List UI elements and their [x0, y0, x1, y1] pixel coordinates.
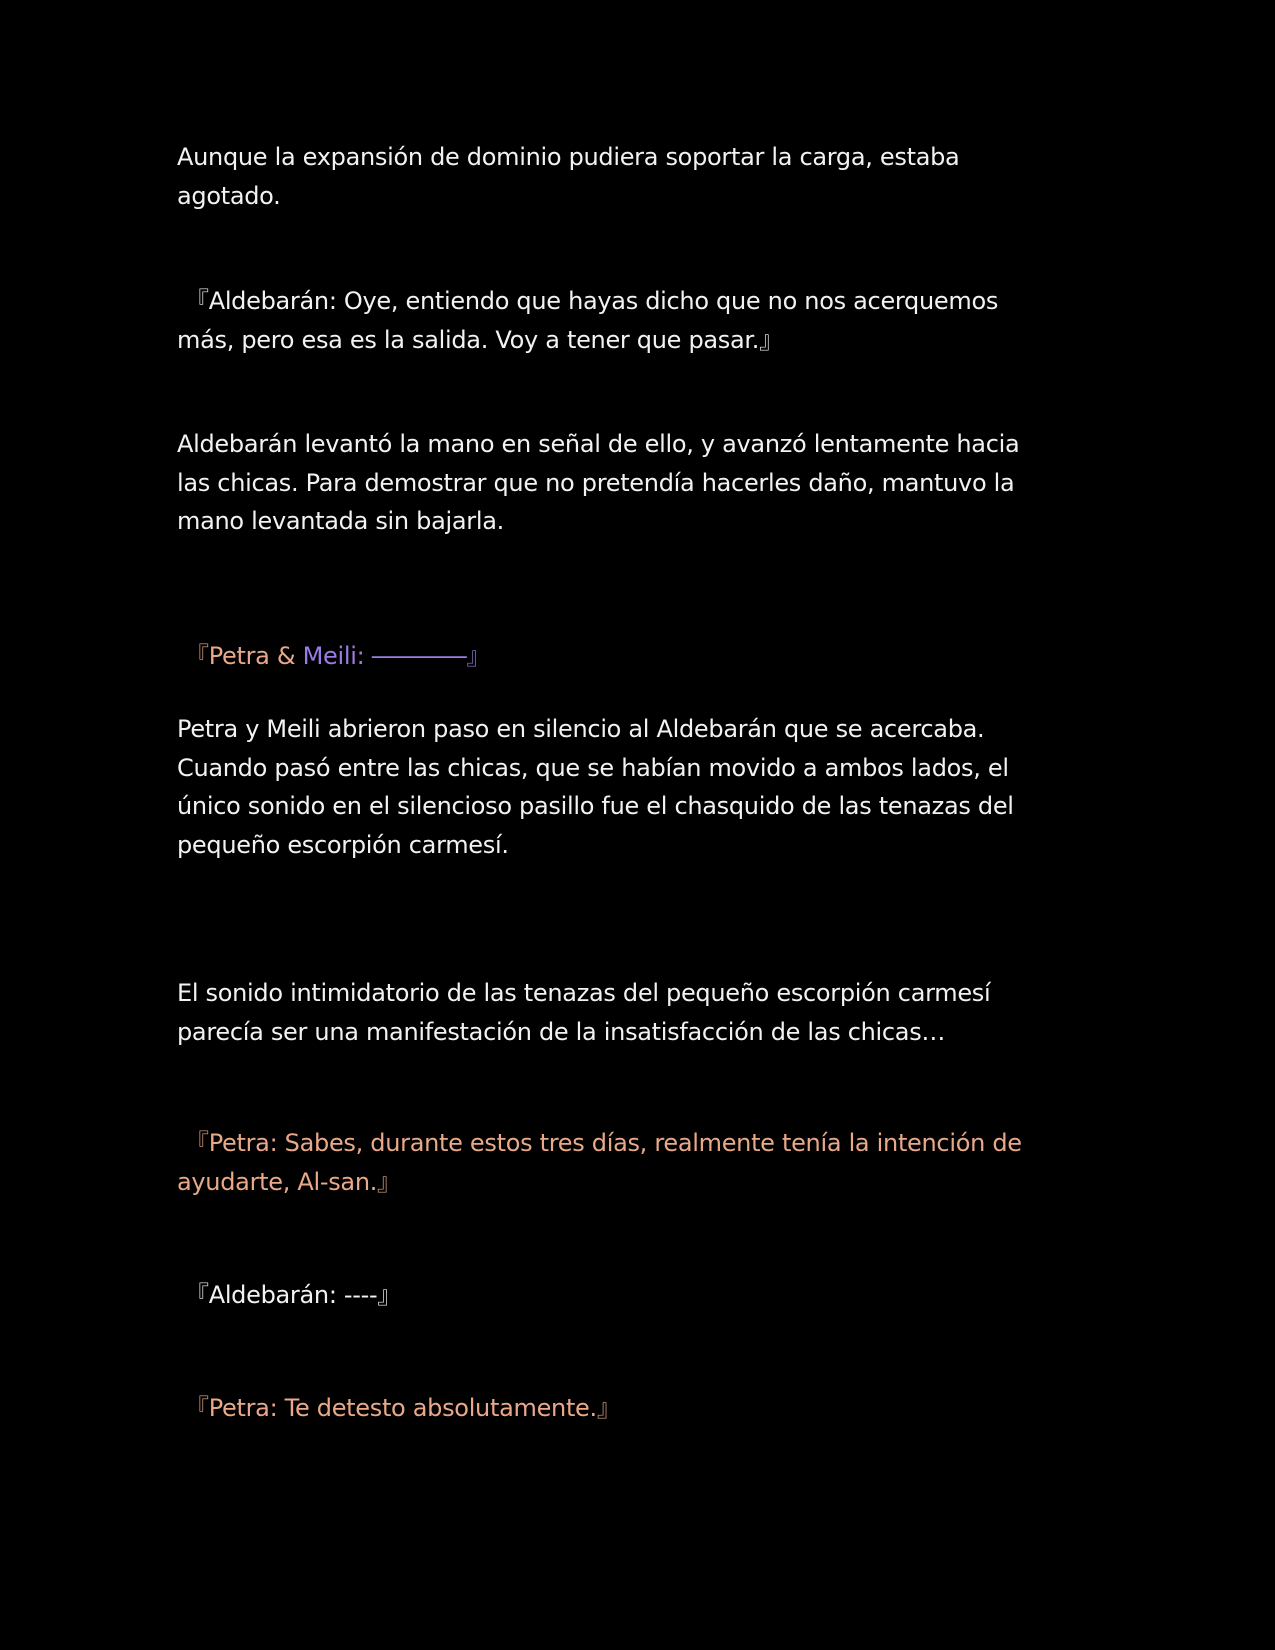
text-line: las chicas. Para demostrar que no pretendía hacerles daño, mantuvo la	[177, 468, 1015, 497]
text-line: Petra y Meili abrieron paso en silencio al Aldebarán que se acercaba.	[177, 715, 985, 743]
text-line: Cuando pasó entre las chicas, que se habían movido a ambos lados, el	[177, 753, 1009, 782]
petra-part: 『Petra &	[185, 642, 303, 670]
dialogue-petra	[177, 1124, 1022, 1201]
meili-part: Meili: ――――』	[302, 642, 491, 670]
dialogue-petra	[177, 1389, 621, 1428]
narration-paragraph	[177, 138, 959, 215]
narration-paragraph	[177, 425, 1019, 541]
dialogue-aldebaran	[177, 282, 998, 359]
text-line: pequeño escorpión carmesí.	[177, 830, 509, 859]
dialogue-aldebaran	[177, 1276, 401, 1315]
text-line: agotado.	[177, 181, 281, 210]
text-line: El sonido intimidatorio de las tenazas del pequeño escorpión carmesí	[177, 979, 991, 1007]
text-line: mano levantada sin bajarla.	[177, 507, 504, 536]
dialogue-petra-meili	[177, 637, 490, 676]
text-line: 『Aldebarán: ----』	[185, 1281, 402, 1309]
document-page	[177, 0, 1097, 1650]
narration-paragraph	[177, 974, 990, 1051]
text-line: Aunque la expansión de dominio pudiera soportar la carga, estaba	[177, 143, 960, 171]
text-line: parecía ser una manifestación de la insatisfacción de las chicas…	[177, 1017, 946, 1046]
narration-paragraph	[177, 710, 1014, 864]
text-line: más, pero esa es la salida. Voy a tener que pasar.』	[177, 325, 783, 354]
text-line: Aldebarán levantó la mano en señal de ello, y avanzó lentamente hacia	[177, 430, 1020, 458]
text-line: 『Petra: Sabes, durante estos tres días, realmente tenía la intención de	[185, 1129, 1022, 1157]
text-line: ayudarte, Al-san.』	[177, 1167, 401, 1196]
text-line: único sonido en el silencioso pasillo fue el chasquido de las tenazas del	[177, 792, 1014, 821]
text-line: 『Petra: Te detesto absolutamente.』	[185, 1394, 621, 1422]
text-line: 『Aldebarán: Oye, entiendo que hayas dicho que no nos acerquemos	[185, 287, 999, 315]
